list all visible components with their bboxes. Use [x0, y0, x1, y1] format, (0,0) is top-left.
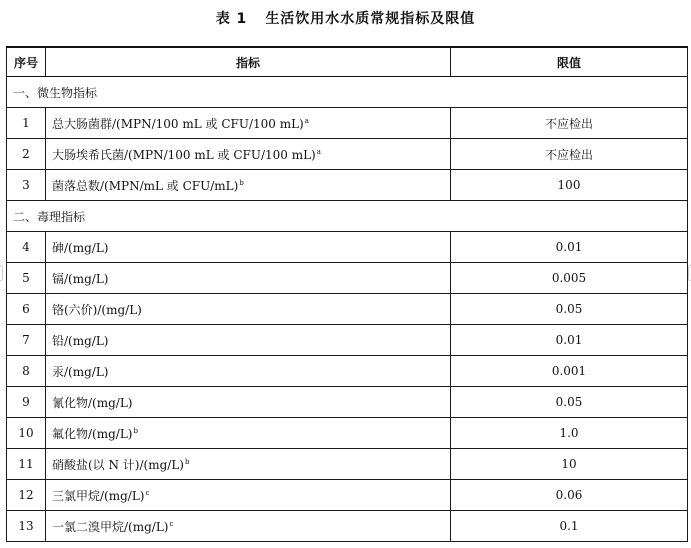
footnote-mark: b: [239, 178, 244, 187]
row-limit: 0.05: [451, 294, 688, 325]
row-indicator: 总大肠菌群/(MPN/100 mL 或 CFU/100 mL)$^a$: [46, 108, 451, 139]
row-indicator: 一氯二溴甲烷$/(mg/L)^c$: [46, 511, 451, 542]
footnote-mark: a: [316, 147, 321, 156]
row-indicator: 菌落总数/(MPN/mL 或 CFU/mL)$^b$: [46, 170, 451, 201]
footnote-mark: c: [145, 488, 150, 497]
table-row: [7, 325, 688, 356]
table-title: 生活饮用水水质常规指标及限值: [265, 11, 476, 27]
row-indicator: 汞/(mg/L): [46, 356, 451, 387]
row-limit: 0.005: [451, 263, 688, 294]
table-number: 表 1: [215, 11, 248, 27]
row-seq: 8: [7, 356, 46, 387]
table-row: [7, 418, 688, 449]
row-limit: 10: [451, 449, 688, 480]
row-seq: 12: [7, 480, 46, 511]
header-row: [7, 47, 688, 77]
row-seq: 7: [7, 325, 46, 356]
row-seq: 3: [7, 170, 46, 201]
row-indicator: 砷/(mg/L): [46, 232, 451, 263]
row-limit: 0.06: [451, 480, 688, 511]
section-row-microbial: [7, 77, 688, 108]
row-indicator: 氰化物/(mg/L): [46, 387, 451, 418]
row-seq: 6: [7, 294, 46, 325]
row-indicator: 硝酸盐(以 N 计)$/(mg/L)^b$: [46, 449, 451, 480]
table-caption: [0, 8, 691, 28]
table-row: [7, 511, 688, 542]
footnote-mark: a: [304, 116, 309, 125]
table-row: [7, 139, 688, 170]
page-edge-mark-left: [0, 265, 3, 281]
table-row: [7, 480, 688, 511]
row-limit: 0.001: [451, 356, 688, 387]
row-seq: 1: [7, 108, 46, 139]
row-indicator: 三氯甲烷$/(mg/L)^c$: [46, 480, 451, 511]
row-seq: 10: [7, 418, 46, 449]
row-limit: 不应检出: [451, 139, 688, 170]
row-limit: 0.1: [451, 511, 688, 542]
section-title: 二、毒理指标: [7, 201, 688, 232]
table-header: [7, 47, 688, 77]
footnote-mark: b: [184, 457, 190, 466]
row-limit: 1.0: [451, 418, 688, 449]
row-indicator: 氟化物$/(mg/L)^b$: [46, 418, 451, 449]
row-seq: 9: [7, 387, 46, 418]
header-seq: 序号: [7, 47, 46, 77]
row-indicator: 大肠埃希氏菌/(MPN/100 mL 或 CFU/100 mL)$^a$: [46, 139, 451, 170]
row-indicator: 铅/(mg/L): [46, 325, 451, 356]
table-row: [7, 387, 688, 418]
row-indicator: 铬(六价)/(mg/L): [46, 294, 451, 325]
row-seq: 11: [7, 449, 46, 480]
table-row: [7, 263, 688, 294]
water-quality-table: [6, 46, 688, 542]
table-body: [7, 77, 688, 542]
row-indicator: 镉/(mg/L): [46, 263, 451, 294]
table-row: [7, 356, 688, 387]
row-limit: 不应检出: [451, 108, 688, 139]
footnote-mark: b: [133, 426, 138, 435]
table-row: [7, 449, 688, 480]
table-row: [7, 294, 688, 325]
section-title: 一、微生物指标: [7, 77, 688, 108]
row-limit: 0.01: [451, 232, 688, 263]
row-limit: 0.05: [451, 387, 688, 418]
section-row-toxicology: [7, 201, 688, 232]
table-row: [7, 232, 688, 263]
table-row: [7, 108, 688, 139]
row-seq: 2: [7, 139, 46, 170]
footnote-mark: c: [169, 519, 174, 528]
row-seq: 4: [7, 232, 46, 263]
header-limit: 限值: [451, 47, 688, 77]
table-row: [7, 170, 688, 201]
row-seq: 13: [7, 511, 46, 542]
row-limit: 100: [451, 170, 688, 201]
row-seq: 5: [7, 263, 46, 294]
row-limit: 0.01: [451, 325, 688, 356]
header-indicator: 指标: [46, 47, 451, 77]
